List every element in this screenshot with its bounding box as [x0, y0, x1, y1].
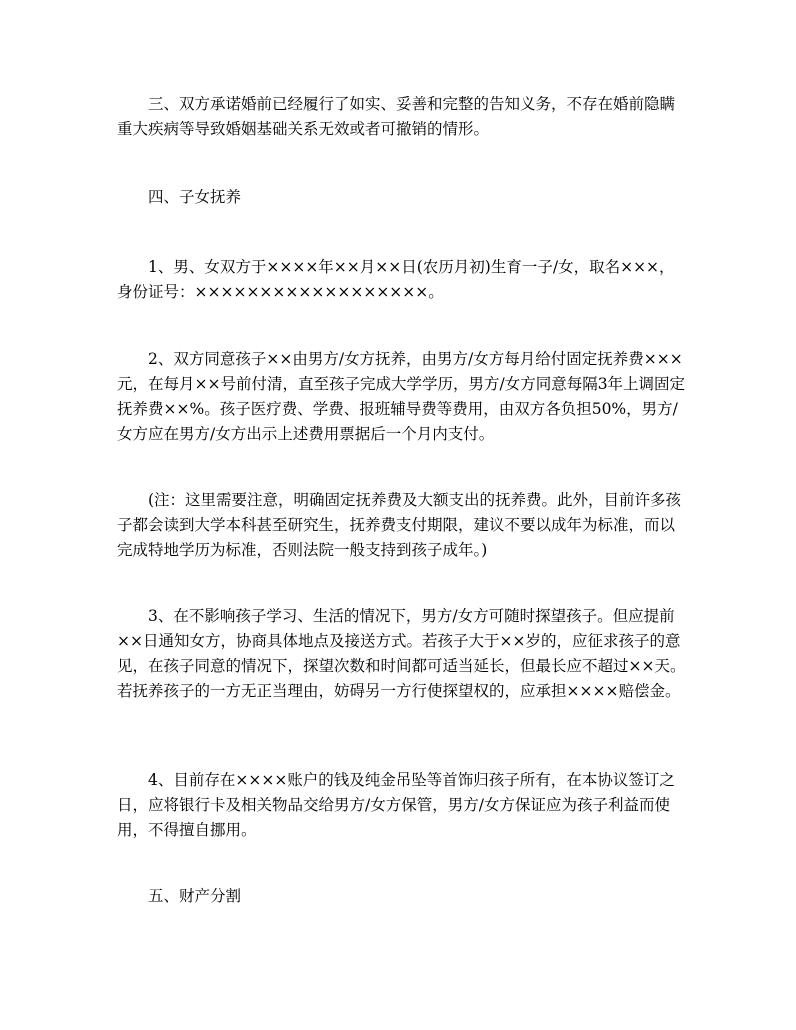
child-birth-item: 1、男、女双方于××××年××月××日(农历月初)生育一子/女，取名×××，身份证号：××××××××××××××××××。 — [117, 258, 675, 301]
child-support-item: 2、双方同意孩子××由男方/女方抚养，由男方/女方每月给付固定抚养费×××元，在每月××号前付清，直至孩子完成大学学历，男方/女方同意每隔3年上调固定抚养费××%。孩子医疗费、学费、报班辅导费等费用，由双方各负担50%，男方/女方应在男方/女方出示上述费用票据后一个月内支付。 — [117, 350, 686, 443]
child-property-item: 4、目前存在××××账户的钱及纯金吊坠等首饰归孩子所有，在本协议签订之日，应将银行卡及相关物品交给男方/女方保管，男方/女方保证应为孩子利益而使用，不得擅自挪用。 — [117, 771, 675, 839]
note-paragraph: (注：这里需要注意，明确固定抚养费及大额支出的抚养费。此外，目前许多孩子都会读到大学本科甚至研究生，抚养费支付期限，建议不要以成年为标准，而以完成特地学历为标准，否则法院一般支持到孩子成年。) — [117, 491, 682, 559]
clause-three-paragraph: 三、双方承诺婚前已经履行了如实、妥善和完整的告知义务，不存在婚前隐瞒重大疾病等导致婚姻基础关系无效或者可撤销的情形。 — [117, 95, 676, 138]
section-four-heading: 四、子女抚养 — [148, 188, 242, 206]
visitation-item: 3、在不影响孩子学习、生活的情况下，男方/女方可随时探望孩子。但应提前××日通知女方，协商具体地点及接送方式。若孩子大于××岁的，应征求孩子的意见，在孩子同意的情况下，探望次数和时间都可适当延长，但最长应不超过××天。若抚养孩子的一方无正当理由，妨碍另一方行使探望权的，应承担××××赔偿金。 — [117, 607, 686, 700]
section-five-heading: 五、财产分割 — [148, 887, 242, 905]
